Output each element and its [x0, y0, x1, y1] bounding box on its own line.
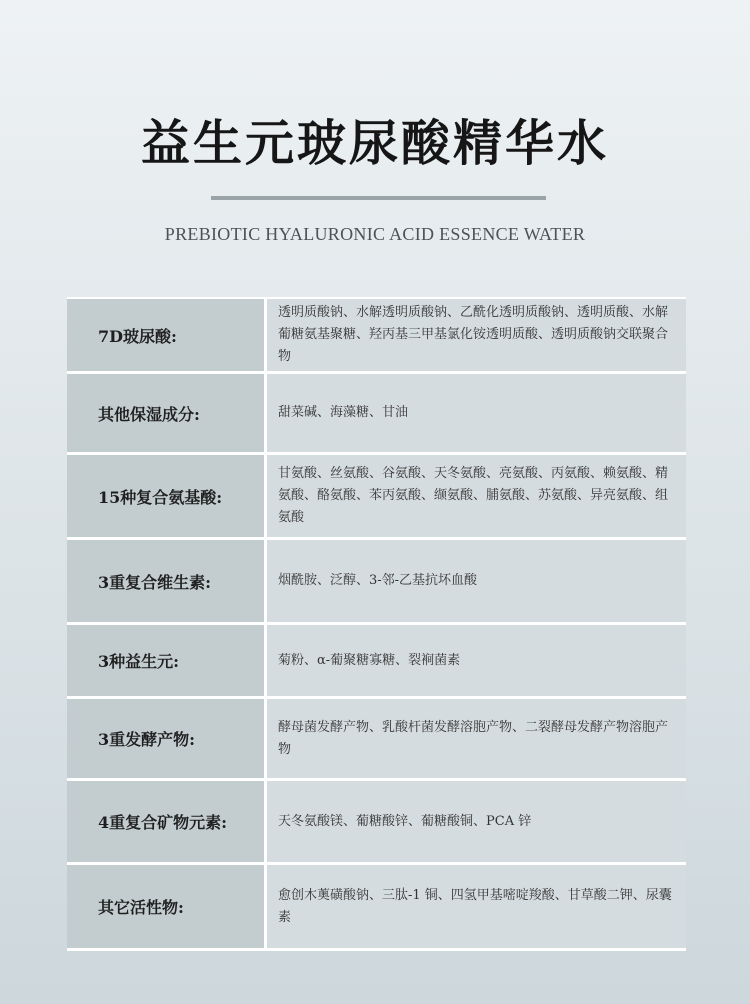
- ingredient-list: 天冬氨酸镁、葡糖酸锌、葡糖酸铜、PCA 锌: [267, 781, 686, 862]
- ingredient-row: [67, 540, 686, 625]
- ingredient-category: 其它活性物:: [67, 865, 267, 948]
- ingredient-category: 15种复合氨基酸:: [67, 455, 267, 537]
- page-subtitle: PREBIOTIC HYALURONIC ACID ESSENCE WATER: [164, 224, 586, 244]
- ingredient-list: 酵母菌发酵产物、乳酸杆菌发酵溶胞产物、二裂酵母发酵产物溶胞产物: [267, 699, 686, 778]
- ingredient-list: 甘氨酸、丝氨酸、谷氨酸、天冬氨酸、亮氨酸、丙氨酸、赖氨酸、精氨酸、酪氨酸、苯丙氨酸、缬氨酸、脯氨酸、苏氨酸、异亮氨酸、组氨酸: [267, 455, 686, 537]
- ingredient-list: 愈创木薁磺酸钠、三肽-1 铜、四氢甲基嘧啶羧酸、甘草酸二钾、尿囊素: [267, 865, 686, 948]
- ingredient-list: 菊粉、α-葡聚糖寡糖、裂裥菌素: [267, 625, 686, 696]
- ingredient-list: 甜菜碱、海藻糖、甘油: [267, 374, 686, 452]
- ingredient-row: [67, 374, 686, 455]
- ingredient-row: [67, 455, 686, 540]
- ingredient-row: [67, 865, 686, 951]
- ingredient-category: 3重复合维生素:: [67, 540, 267, 622]
- ingredient-category: 3重发酵产物:: [67, 699, 267, 778]
- ingredient-list: 烟酰胺、泛醇、3-邻-乙基抗坏血酸: [267, 540, 686, 622]
- ingredient-row: [67, 299, 686, 374]
- ingredient-row: [67, 625, 686, 699]
- ingredient-row: [67, 781, 686, 865]
- ingredient-row: [67, 699, 686, 781]
- ingredient-table: [67, 297, 686, 951]
- ingredient-category: 4重复合矿物元素:: [67, 781, 267, 862]
- ingredient-list: 透明质酸钠、水解透明质酸钠、乙酰化透明质酸钠、透明质酸、水解葡糖氨基聚糖、羟丙基三甲基氯化铵透明质酸、透明质酸钠交联聚合物: [267, 299, 686, 371]
- ingredient-category: 7D玻尿酸:: [67, 299, 267, 371]
- ingredient-category: 其他保湿成分:: [67, 374, 267, 452]
- title-divider: [211, 196, 546, 200]
- ingredient-category: 3种益生元:: [67, 625, 267, 696]
- page-title: 益生元玻尿酸精华水: [140, 114, 609, 172]
